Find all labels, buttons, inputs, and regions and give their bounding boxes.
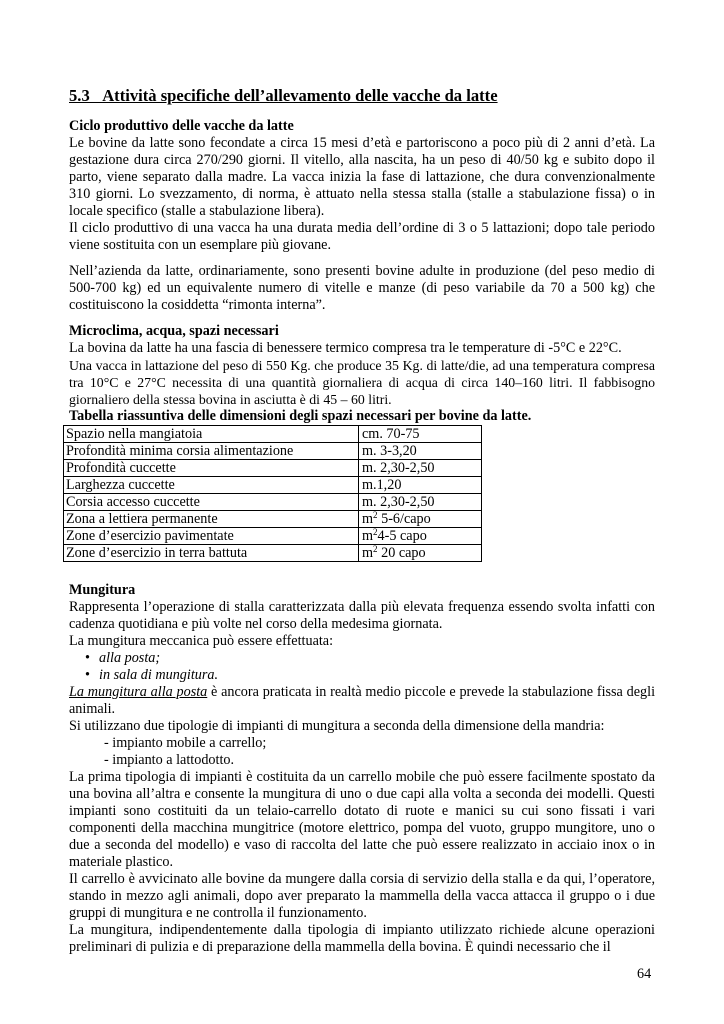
ciclo-paragraph-3: Nell’azienda da latte, ordinariamente, sono presenti bovine adulte in produzione (del peso medio di 500-700 kg) ed un equivalente numero di vitelle e manze (di peso variabile da 70 a 500 kg) che costituiscono la cosiddetta “rimonta interna”. [69,263,655,313]
dash-item-1: - impianto mobile a carrello; [104,735,267,751]
section-title: 5.3 Attività specifiche dell’allevamento delle vacche da latte [69,86,498,105]
table-row [64,494,482,511]
row-label: Corsia accesso cuccette [64,494,359,511]
row-label: Zone d’esercizio pavimentate [64,528,359,545]
microclima-heading: Microclima, acqua, spazi necessari [69,323,279,339]
value-unit: m [362,545,374,561]
row-label: Zona a lettiera permanente [64,511,359,528]
bullet-icon: • [85,650,90,666]
table-row [64,460,482,477]
microclima-paragraph-2: Una vacca in lattazione del peso di 550 Kg. che produce 35 Kg. di latte/die, ad una temperatura compresa tra 10°C e 27°C necessita di una quantità giornaliera di acqua di circa 140–160 litri. Il fabbisogno giornaliero della stessa bovina in asciutta è di 45 – 60 litri. [69,358,655,407]
bullet-icon: • [85,667,90,683]
dimensions-table [63,425,482,562]
value-amount: 20 capo [377,545,426,561]
value-exponent: 2 [373,527,378,537]
document-page [66,86,656,956]
list-item: • alla posta; [85,650,161,666]
table-row [64,477,482,494]
row-value [359,511,482,528]
page-number: 64 [637,966,652,982]
table-title: Tabella riassuntiva delle dimensioni degli spazi necessari per bovine da latte. [69,408,532,424]
value-exponent: 2 [373,544,378,554]
mungitura-paragraph-5: La prima tipologia di impianti è costituita da un carrello mobile che può essere facilmente spostato da una bovina all’altra e consente la mungitura di uno o due capi alla volta a seconda dei modelli. Questi impianti sono costituiti da un telaio-carrello dotato di ruote e manici su cui sono fissati i vari componenti della macchina mungitrice (motore elettrico, pompa del vuoto, gruppo mungitore, uno o due a seconda del modello) e vaso di raccolta del latte che può essere realizzato in acciaio inox o in materiale plastico. [69,769,655,870]
row-label: Zone d’esercizio in terra battuta [64,545,359,562]
emphasis-text: La mungitura alla posta [69,684,208,700]
value-amount: 4-5 capo [377,528,427,544]
mungitura-paragraph-6: Il carrello è avvicinato alle bovine da mungere dalla corsia di servizio della stalla e da qui, l’operatore, stando in mezzo agli animali, dopo aver preparato la mammella della vacca attacca il gruppo o i due gruppi di mungitura e ne controlla il funzionamento. [69,871,655,921]
microclima-paragraph-1: La bovina da latte ha una fascia di benessere termico compresa tra le temperature di -5°C e 22°C. [69,340,622,356]
row-label: Larghezza cuccette [64,477,359,494]
row-value [359,545,482,562]
value-unit: m [362,511,374,527]
row-value: m. 2,30-2,50 [359,494,482,511]
ciclo-paragraph-2: Il ciclo produttivo di una vacca ha una durata media dell’ordine di 3 o 5 lattazioni; dopo tale periodo viene sostituita con un esemplare più giovane. [69,220,655,253]
mungitura-paragraph-2: La mungitura meccanica può essere effettuata: [69,633,334,649]
row-value: cm. 70-75 [359,426,482,443]
mungitura-heading: Mungitura [69,582,136,598]
row-value [359,528,482,545]
value-unit: m [362,528,374,544]
table-row [64,528,482,545]
row-value: m. 3-3,20 [359,443,482,460]
dash-item-2: - impianto a lattodotto. [104,752,235,768]
value-amount: 5-6/capo [377,511,431,527]
row-value: m.1,20 [359,477,482,494]
ciclo-paragraph-1: Le bovine da latte sono fecondate a circa 15 mesi d’età e partoriscono a poco più di 2 anni d’età. La gestazione dura circa 270/290 giorni. Il vitello, alla nascita, ha un peso di 40/50 kg e subito dopo il parto, viene separato dalla madre. La vacca inizia la fase di lattazione, che dura convenzionalmente 310 giorni. Lo svezzamento, di norma, è attuato nella stessa stalla (stalle a stabulazione fissa) o in locale specifico (stalle a stabulazione libera). [69,135,655,219]
table-row [64,426,482,443]
row-label: Spazio nella mangiatoia [64,426,359,443]
mungitura-paragraph-7: La mungitura, indipendentemente dalla tipologia di impianto utilizzato richiede alcune operazioni preliminari di pulizia e di preparazione della mammella della bovina. È quindi necessario che il [69,922,655,955]
table-row [64,545,482,562]
value-exponent: 2 [373,510,378,520]
row-label: Profondità minima corsia alimentazione [64,443,359,460]
table-row [64,511,482,528]
row-label: Profondità cuccette [64,460,359,477]
mungitura-bullet-list [69,650,655,684]
ciclo-heading: Ciclo produttivo delle vacche da latte [69,118,294,134]
mungitura-paragraph-3: La mungitura alla posta è ancora praticata in realtà medio piccole e prevede la stabulazione fissa degli animali. [69,684,656,717]
table-row [64,443,482,460]
mungitura-paragraph-4: Si utilizzano due tipologie di impianti di mungitura a seconda della dimensione della mandria: [69,718,605,734]
list-item: • in sala di mungitura. [85,667,219,683]
mungitura-paragraph-1: Rappresenta l’operazione di stalla caratterizzata dalla più elevata frequenza essendo svolta infatti con cadenza quotidiana e più volte nel corso della medesima giornata. [69,599,655,632]
row-value: m. 2,30-2,50 [359,460,482,477]
